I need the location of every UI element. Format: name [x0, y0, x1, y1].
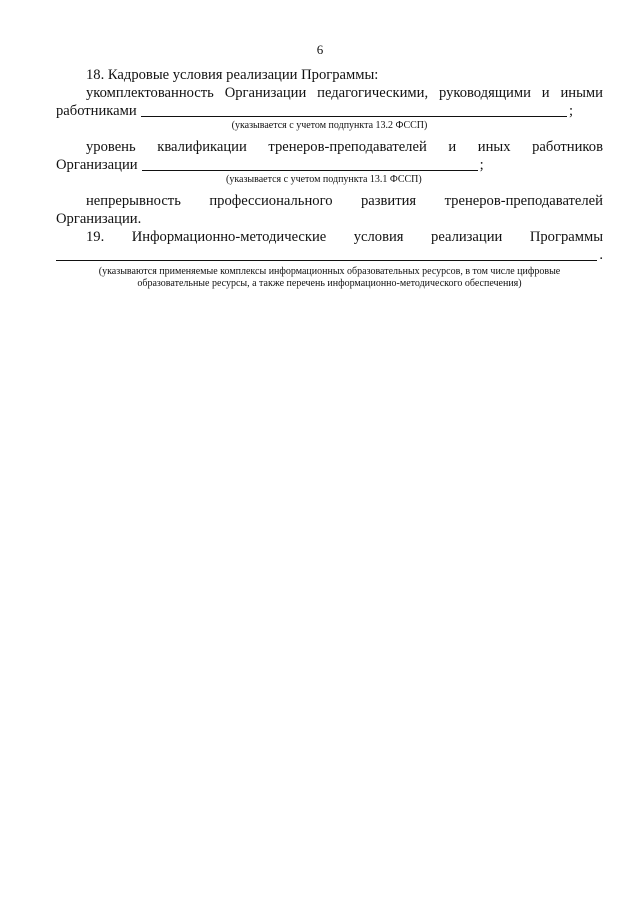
section-19-blank-field[interactable]	[56, 247, 597, 261]
continuity-word: профессионального	[209, 193, 333, 209]
section-19-note-line: образовательные ресурсы, а также перечень информационно-методического обеспечения)	[137, 278, 522, 289]
staffing-word: руководящими	[438, 85, 531, 101]
staffing-blank-field[interactable]	[141, 103, 567, 117]
qualification-end: ;	[479, 157, 484, 173]
staffing-label: работниками	[56, 103, 137, 119]
qualification-word: иных	[477, 139, 511, 155]
qualification-blank-field[interactable]	[142, 157, 478, 171]
qualification-label: Организации	[56, 157, 138, 173]
qualification-fill-line	[56, 156, 603, 174]
qualification-word: работников	[532, 139, 603, 155]
staffing-word: укомплектованность	[86, 85, 214, 101]
continuity-end: Организации.	[56, 211, 142, 227]
qualification-note: (указывается с учетом подпункта 13.1 ФССП)	[226, 174, 422, 185]
qualification-word: и	[448, 139, 457, 155]
staffing-word: иными	[560, 85, 603, 101]
section-18-heading: 18. Кадровые условия реализации Программы:	[86, 67, 379, 83]
section-19-fill-line	[56, 246, 603, 264]
staffing-word: и	[541, 85, 550, 101]
section-19-word: условия	[353, 229, 404, 245]
section-19-end: .	[599, 247, 603, 263]
continuity-line	[56, 192, 603, 210]
staffing-word: педагогическими,	[317, 85, 429, 101]
section-19-word: Информационно-методические	[131, 229, 327, 245]
qualification-word: квалификации	[157, 139, 247, 155]
section-19-heading	[56, 228, 603, 246]
document-body	[56, 66, 603, 292]
section-19-note-line: (указываются применяемые комплексы информационных образовательных ресурсов, в том числе цифровые	[98, 266, 561, 277]
page-number: 6	[316, 42, 324, 57]
continuity-word: тренеров-преподавателей	[444, 193, 603, 209]
qualification-word: уровень	[86, 139, 136, 155]
staffing-word: Организации	[224, 85, 307, 101]
qualification-line	[56, 138, 603, 156]
staffing-end: ;	[568, 103, 573, 119]
qualification-word: тренеров-преподавателей	[268, 139, 427, 155]
continuity-word: развития	[360, 193, 417, 209]
section-19-word: Программы	[529, 229, 603, 245]
section-19-word: реализации	[431, 229, 503, 245]
section-19-note	[56, 264, 603, 290]
section-19-word: 19.	[86, 229, 105, 245]
staffing-fill-line	[56, 102, 603, 120]
staffing-line	[56, 84, 603, 102]
staffing-note: (указывается с учетом подпункта 13.2 ФССП)	[231, 120, 428, 131]
continuity-word: непрерывность	[86, 193, 181, 209]
